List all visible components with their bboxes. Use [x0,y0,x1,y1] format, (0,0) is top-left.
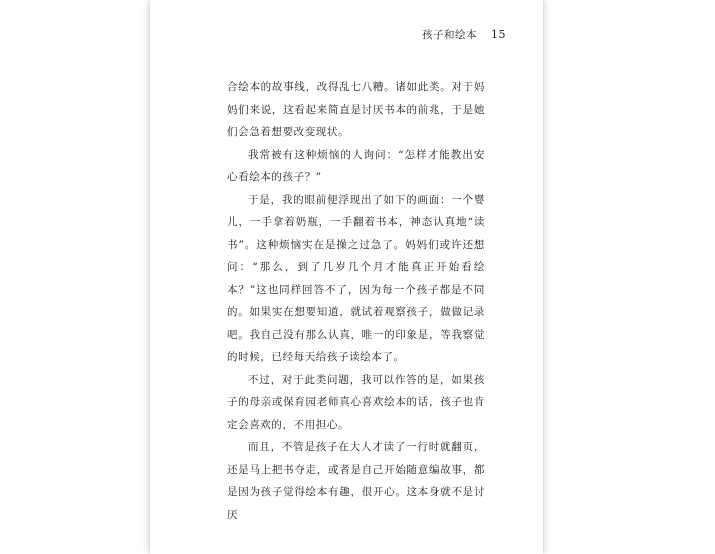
paragraph-2: 我常被有这种烦恼的人询问：“怎样才能教出安心看绘本的孩子？” [227,148,485,183]
running-header [422,27,506,42]
paragraph-4: 不过，对于此类问题，我可以作答的是，如果孩子的母亲或保育园老师真心喜欢绘本的话，孩子也肯定会喜欢的，不用担心。 [227,373,485,431]
page-number: 15 [491,28,506,41]
paragraph-5: 而且，不管是孩子在大人才读了一行时就翻页，还是马上把书夺走，或者是自己开始随意编故事，都是因为孩子觉得绘本有趣，很开心。这本身就不是讨厌 [227,441,485,521]
paragraph-3: 于是，我的眼前便浮现出了如下的画面：一个婴儿，一手拿着奶瓶，一手翻着书本，神态认真地“读书”。这种烦恼实在是操之过急了。妈妈们或许还想问：“那么，到了几岁几个月才能真正开始看绘本？”这也同样回答不了，因为每一个孩子都是不同的。如果实在想要知道，就试着观察孩子，做做记录吧。我自己没有那么认真，唯一的印象是，等我察觉的时候，已经每天给孩子读绘本了。 [227,193,485,363]
book-page [150,0,543,554]
chapter-title: 孩子和绘本 [422,29,477,41]
body-text [227,76,485,526]
paragraph-1: 合绘本的故事线，改得乱七八糟。诸如此类。对于妈妈们来说，这看起来简直是讨厌书本的前兆，于是她们会急着想要改变现状。 [227,81,485,138]
